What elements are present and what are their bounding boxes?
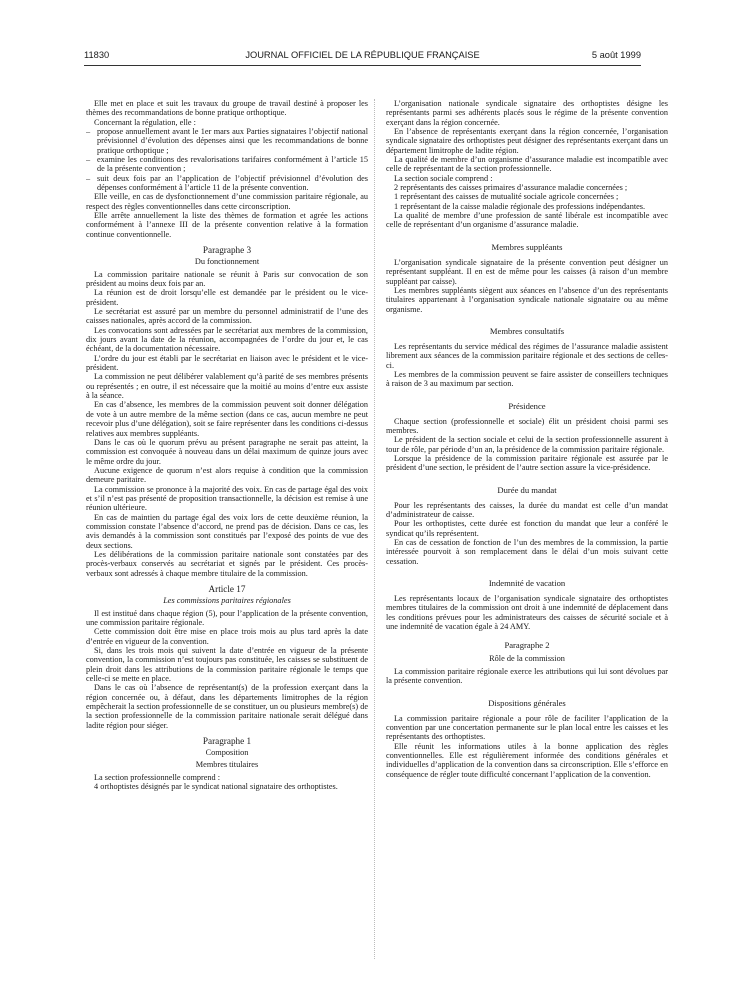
paragraph: La réunion est de droit lorsqu’elle est demandée par le président ou le vice-président. [86,288,368,307]
section-subheading: Membres titulaires [195,760,259,770]
paragraph: Dans le cas où l’absence de représentant(s) de la profession exerçant dans la région concernée ou, à défaut, dans les départements limitrophes de la région empêcherait la section professionnelle de se constituer, un ou plusieurs membre(s) de la section professionnelle de la commission paritaire nationale serait délégué dans ladite région pour siéger. [86,683,368,730]
paragraph: Pour les représentants des caisses, la durée du mandat est celle d’un mandat d’administrateur de caisse. [386,500,668,519]
article-heading: Article 17 [208,584,246,594]
paragraph: En l’absence de représentants exerçant dans la région concernée, l’organisation syndicale signataire des orthoptistes peut désigner des représentants exerçant dans un département limitrophe de ladite région. [386,127,668,155]
paragraph: Pour les orthoptistes, cette durée est fonction du mandat que leur a conféré le syndicat qu’ils représentent. [386,519,668,538]
paragraph: La qualité de membre d’une profession de santé libérale est incompatible avec celle de représentant d’un organisme d’assurance maladie. [386,211,668,230]
paragraph: 1 représentant de la caisse maladie régionale des professions indépendantes. [394,201,646,211]
paragraph: Le secrétariat est assuré par un membre du personnel administratif de l’une des caisses nationales, après accord de la commission. [86,307,368,326]
paragraph: Il est institué dans chaque région (5), pour l’application de la présente convention, une commission paritaire régionale. [86,608,368,627]
paragraph: Les convocations sont adressées par le secrétariat aux membres de la commission, dix jours avant la date de la réunion, accompagnées de l’ordre du jour et, le cas échéant, de la documentation nécessaire. [86,325,368,354]
paragraph: Chaque section (professionnelle et sociale) élit un président choisi parmi ses membres. [386,416,668,435]
paragraph: Cette commission doit être mise en place trois mois au plus tard après la date d’entrée en vigueur de la convention. [86,627,368,646]
paragraph: La section sociale comprend : [394,173,493,183]
section-heading: Membres consultatifs [489,325,565,336]
paragraph: Les membres suppléants siègent aux séances en l’absence d’un des représentants titulaires appartenant à l’organisation syndicale nationale signataire ou au même organisme. [386,285,668,314]
paragraph: Le président de la section sociale et celui de la section professionnelle assurent à tour de rôle, par période d’un an, la présidence de la commission paritaire régionale. [386,435,668,454]
section-subheading: Rôle de la commission [489,654,565,664]
paragraph: La section professionnelle comprend : [94,772,221,782]
column-separator [374,99,375,959]
list-item-text: suit deux fois par an l’application de l’objectif prévisionnel d’évolution des dépenses conformément à l’article 11 de la présente convention. [97,173,368,193]
paragraph: La commission ne peut délibérer valablement qu’à parité de ses membres présents ou représentés ; en outre, il est nécessaire que la moitié au moins d’entre eux assiste à la séance. [86,372,368,401]
paragraph: Les délibérations de la commission paritaire nationale sont constatées par des procès-verbaux conservés au secrétariat et signés par le président. Ces procès-verbaux sont adressés à chaque membre titulaire de la commission. [86,549,368,578]
page-header [84,50,641,64]
paragraph: 2 représentants des caisses primaires d’assurance maladie concernées ; [394,183,628,193]
header-rule [84,65,641,66]
section-heading: Indemnité de vacation [488,578,566,589]
paragraph: L’ordre du jour est établi par le secrétariat en liaison avec le président et le vice-président. [86,353,368,373]
paragraph: Si, dans les trois mois qui suivent la date d’entrée en vigueur de la présente convention, la commission n’est toujours pas constituée, les caisses se substituent de plein droit dans les attributions de la commission paritaire régionale le temps que celle-ci se mette en place. [86,645,368,683]
paragraph: Elle réunit les informations utiles à la bonne application des règles conventionnelles. Elle est régulièrement informée des conditions générales et individuelles d’application de la convention dans sa circonscription. Elle s’efforce en conséquence de régler toute difficulté concernant l’application de la convention. [386,741,668,779]
paragraph: Elle arrête annuellement la liste des thèmes de formation et agrée les actions conformément à l’annexe III de la présente convention relative à la formation continue conventionnelle. [86,211,368,239]
journal-title: JOURNAL OFFICIEL DE LA RÉPUBLIQUE FRANÇAISE [245,50,480,60]
section-heading: Durée du mandat [497,484,557,495]
section-heading: Paragraphe 2 [504,640,550,651]
section-heading: Paragraphe 3 [202,245,252,256]
section-heading: Présidence [508,400,546,411]
paragraph: La qualité de membre d’un organisme d’assurance maladie est incompatible avec celle de représentant de la section professionnelle. [386,155,668,174]
article-title: Les commissions paritaires régionales [163,596,291,605]
paragraph: La commission paritaire régionale exerce les attributions qui lui sont dévolues par la présente convention. [386,666,668,686]
paragraph: Elle met en place et suit les travaux du groupe de travail destiné à proposer les thèmes des recommandations de bonne pratique orthoptique. [86,99,368,118]
paragraph: En cas de cessation de fonction de l’un des membres de la commission, la partie intéressée pourvoit à son remplacement dans le délai d’un mois suivant cette cessation. [386,538,668,566]
paragraph: La commission paritaire régionale a pour rôle de faciliter l’application de la convention par une concertation permanente sur le plan local entre les caisses et les représentants des orthoptistes. [386,713,668,742]
section-heading: Paragraphe 1 [202,735,252,746]
list-item: – propose annuellement avant le 1er mars aux Parties signataires l’objectif national prévisionnel d’évolution des dépenses ainsi que les recommandations de bonne pratique orthoptique ; [86,127,368,155]
section-subheading: Du fonctionnement [194,257,260,267]
paragraph: En cas de maintien du partage égal des voix lors de cette deuxième réunion, la commission constate l’absence d’accord, ne prend pas de décision. Dans ce cas, les avis demandés à la commission sont constitués par l’exposé des points de vue des deux sections. [86,512,368,550]
list-item-text: examine les conditions des revalorisations tarifaires conformément à l’article 15 de la présente convention ; [97,155,368,174]
paragraph: La commission paritaire nationale se réunit à Paris sur convocation de son président au moins deux fois par an. [86,269,368,288]
paragraph: Elle veille, en cas de dysfonctionnement d’une commission paritaire régionale, au respect des règles conventionnelles dans cette circonscription. [86,192,368,211]
right-column [386,99,668,959]
paragraph: La commission se prononce à la majorité des voix. En cas de partage égal des voix et s’il n’est pas présenté de proposition transactionnelle, la décision est remise à une réunion ultérieure. [86,484,368,513]
paragraph: Les représentants du service médical des régimes de l’assurance maladie assistent librement aux séances de la commission paritaire régionale et des sections de celles-ci. [386,341,668,370]
list-item: – suit deux fois par an l’application de l’objectif prévisionnel d’évolution des dépenses conformément à l’article 11 de la présente convention. [86,173,368,193]
left-column [86,99,368,959]
paragraph: En cas d’absence, les membres de la commission peuvent soit donner délégation de vote à un autre membre de la même section (dans ce cas, aucun membre ne peut recevoir plus d’une délégation), soit se faire représenter dans les conditions ci-dessus relatives aux membres suppléants. [86,400,368,438]
list-item: – examine les conditions des revalorisations tarifaires conformément à l’article 15 de la présente convention ; [86,155,368,174]
paragraph: 4 orthoptistes désignés par le syndicat national signataire des orthoptistes. [94,782,338,792]
section-subheading: Composition [205,747,249,757]
paragraph: Lorsque la présidence de la commission paritaire régionale est assurée par le président d’une section, le président de l’autre section assure la vice-présidence. [386,453,668,473]
paragraph: 1 représentant des caisses de mutualité sociale agricole concernées ; [394,192,619,202]
section-heading: Membres suppléants [491,241,563,252]
section-heading: Dispositions générales [488,697,566,708]
paragraph: Les membres de la commission peuvent se faire assister de conseillers techniques à raison de 3 au maximum par section. [386,369,668,389]
paragraph: Aucune exigence de quorum n’est alors requise à condition que la commission demeure paritaire. [86,465,368,485]
publication-date: 5 août 1999 [591,50,641,60]
paragraph: Dans le cas où le quorum prévu au présent paragraphe ne serait pas atteint, la commission est convoquée à nouveau dans un délai maximum de quinze jours avec le même ordre du jour. [86,437,368,466]
page-number: 11830 [84,50,110,60]
list-item-text: propose annuellement avant le 1er mars aux Parties signataires l’objectif national prévisionnel d’évolution des dépenses ainsi que les recommandations de bonne pratique orthoptique ; [97,127,368,155]
paragraph: Les représentants locaux de l’organisation syndicale signataire des orthoptistes membres titulaires de la commission ont droit à une indemnité de déplacement dans les conditions prévues pour les administrateurs des caisses de sécurité sociale et à une indemnité de vacation égale à 24 AMY. [386,594,668,632]
paragraph: Concernant la régulation, elle : [94,117,196,127]
paragraph: L’organisation syndicale signataire de la présente convention peut désigner un représentant suppléant. Il en est de même pour les caisses (à raison d’un membre suppléant par caisse). [386,257,668,286]
paragraph: L’organisation nationale syndicale signataire des orthoptistes désigne les représentants parmi ses adhérents placés sous le régime de la présente convention exerçant dans la région concernée. [386,99,668,127]
